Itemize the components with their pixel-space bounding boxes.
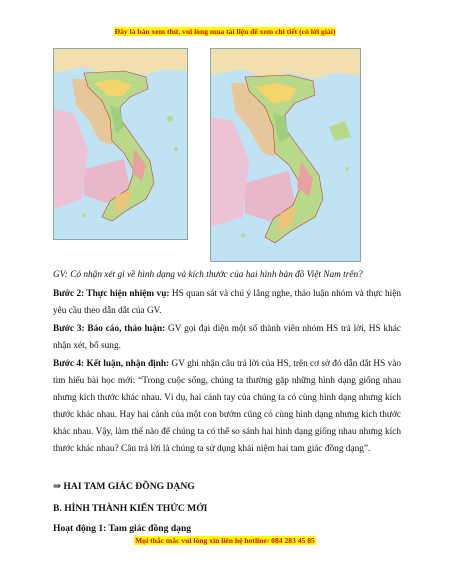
hotline-banner: Mọi thắc mắc vui lòng xin liên hệ hotline: 084 283 45 85 [135, 536, 315, 545]
step-2-text: HS quan sát và chú ý lắng nghe, thảo luận nhóm và thực hiện yêu cầu theo dẫn dắt của GV. [53, 289, 401, 316]
step-2-label: Bước 2: Thực hiện nhiệm vụ: [53, 289, 170, 299]
teacher-question: GV: Có nhận xét gì về hình dạng và kích thước của hai hình bản đồ Việt Nam trên? [53, 270, 363, 280]
preview-notice-banner: Đây là bản xem thử, vui lòng mua tài liệu để xem chi tiết (có lời giải) [114, 27, 336, 36]
step-3-label: Bước 3: Báo cáo, thảo luận: [53, 324, 166, 334]
vietnam-map-large [210, 48, 361, 262]
heading-similar-triangles: ⇒ HAI TAM GIÁC ĐỒNG DẠNG [53, 481, 195, 492]
step-4-label: Bước 4: Kết luận, nhận định: [53, 359, 170, 369]
heading-activity-1: Hoạt động 1: Tam giác đồng dạng [53, 523, 192, 534]
vietnam-map-small [53, 48, 188, 240]
step-4-text: GV ghi nhận câu trả lời của HS, trên cơ sở đó dẫn dắt HS vào tìm hiểu bài học mới: “Trong cuộc sống, chúng ta thường gặp những hình dạng giống nhau nhưng kích thước khác nhau. Ví dụ, hai cánh tay của chúng ta có cùng hình dạng nhưng kích thước khác nhau. Hay hai cánh của một con bướm cũng có cùng hình dạng nhưng kích thước khác nhau. Vậy, làm thế nào để chúng ta có thể so sánh hai hình dạng giống nhau nhưng kích thước khác nhau? Câu trả lời là chúng ta sử dụng khái niệm hai tam giác đồng dạng”. [53, 359, 402, 454]
step-3-paragraph [53, 321, 401, 355]
heading-section-b: B. HÌNH THÀNH KIẾN THỨC MỚI [53, 503, 208, 514]
step-3-text: GV gọi đại diện một số thành viên nhóm HS trả lời, HS khác nhận xét, bổ sung. [53, 324, 402, 351]
step-2-paragraph [53, 286, 401, 320]
step-4-paragraph [53, 356, 401, 458]
